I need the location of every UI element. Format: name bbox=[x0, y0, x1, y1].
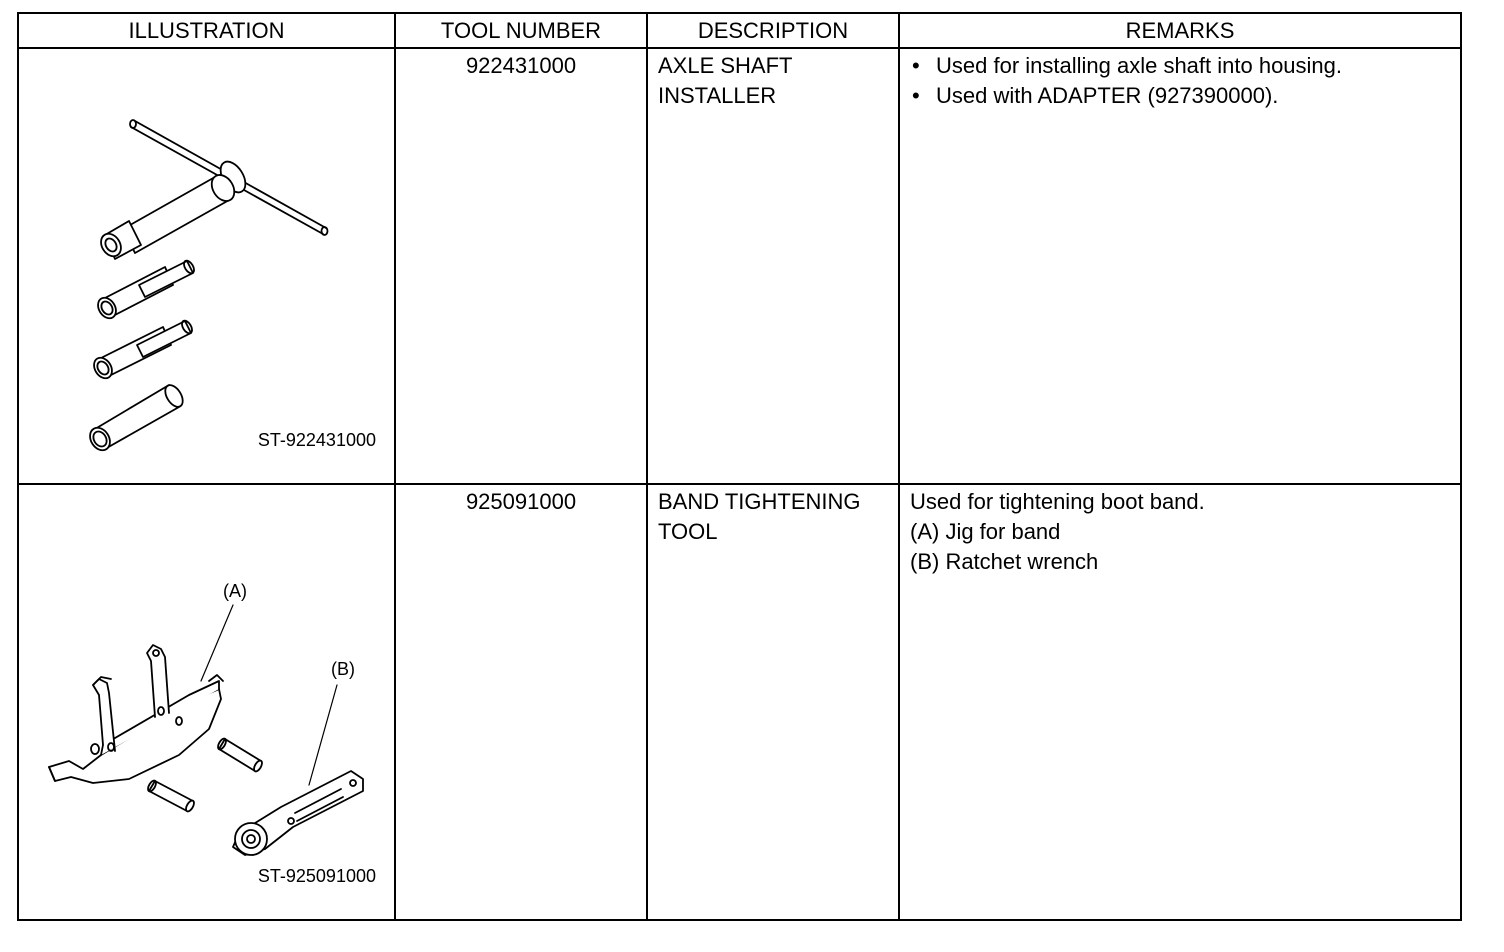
illustration-code: ST-925091000 bbox=[257, 866, 376, 886]
pilot-2 bbox=[90, 319, 194, 382]
ratchet-wrench bbox=[233, 771, 363, 855]
callout-b-label: (B) bbox=[331, 659, 355, 679]
description-line: AXLE SHAFT bbox=[658, 53, 793, 78]
callout-b-leader bbox=[309, 685, 337, 785]
tool-number-cell bbox=[395, 48, 647, 484]
callout-a-label: (A) bbox=[223, 581, 247, 601]
remarks-cell bbox=[899, 48, 1461, 484]
special-tools-table bbox=[17, 12, 1462, 921]
description-line: BAND TIGHTENING bbox=[658, 489, 861, 514]
header-tool-number: TOOL NUMBER bbox=[395, 13, 647, 48]
table-row bbox=[18, 484, 1461, 920]
description-line: TOOL bbox=[658, 519, 718, 544]
header-remarks: REMARKS bbox=[899, 13, 1461, 48]
remarks-bullet-list bbox=[910, 51, 1450, 111]
illustration-cell bbox=[18, 48, 395, 484]
installer-main-body bbox=[97, 157, 250, 260]
tool-number: 922431000 bbox=[465, 53, 577, 78]
callout-a-leader bbox=[201, 605, 233, 681]
sleeve bbox=[86, 382, 186, 454]
axle-shaft-installer-illustration bbox=[19, 49, 396, 483]
remark-bullet: • Used for installing axle shaft into housing. bbox=[910, 51, 1450, 81]
header-row bbox=[18, 13, 1461, 48]
illustration-cell bbox=[18, 484, 395, 920]
header-illustration: ILLUSTRATION bbox=[18, 13, 395, 48]
tool-number: 925091000 bbox=[465, 489, 577, 514]
remarks-cell bbox=[899, 484, 1461, 920]
band-jig bbox=[49, 645, 223, 783]
table-row bbox=[18, 48, 1461, 484]
illustration-code: ST-922431000 bbox=[257, 430, 376, 450]
description-cell bbox=[647, 484, 899, 920]
remark-bullet: • Used with ADAPTER (927390000). bbox=[910, 81, 1450, 111]
remark-line: (A) Jig for band bbox=[910, 519, 1061, 544]
pilot-1 bbox=[94, 259, 196, 322]
band-tightening-tool-illustration bbox=[19, 485, 396, 919]
pin-1 bbox=[216, 737, 263, 772]
description-cell bbox=[647, 48, 899, 484]
tool-number-cell bbox=[395, 484, 647, 920]
pin-2 bbox=[146, 779, 195, 812]
header-description: DESCRIPTION bbox=[647, 13, 899, 48]
remark-line: (B) Ratchet wrench bbox=[910, 549, 1099, 574]
remark-line: Used for tightening boot band. bbox=[910, 489, 1205, 514]
description-line: INSTALLER bbox=[658, 83, 777, 108]
